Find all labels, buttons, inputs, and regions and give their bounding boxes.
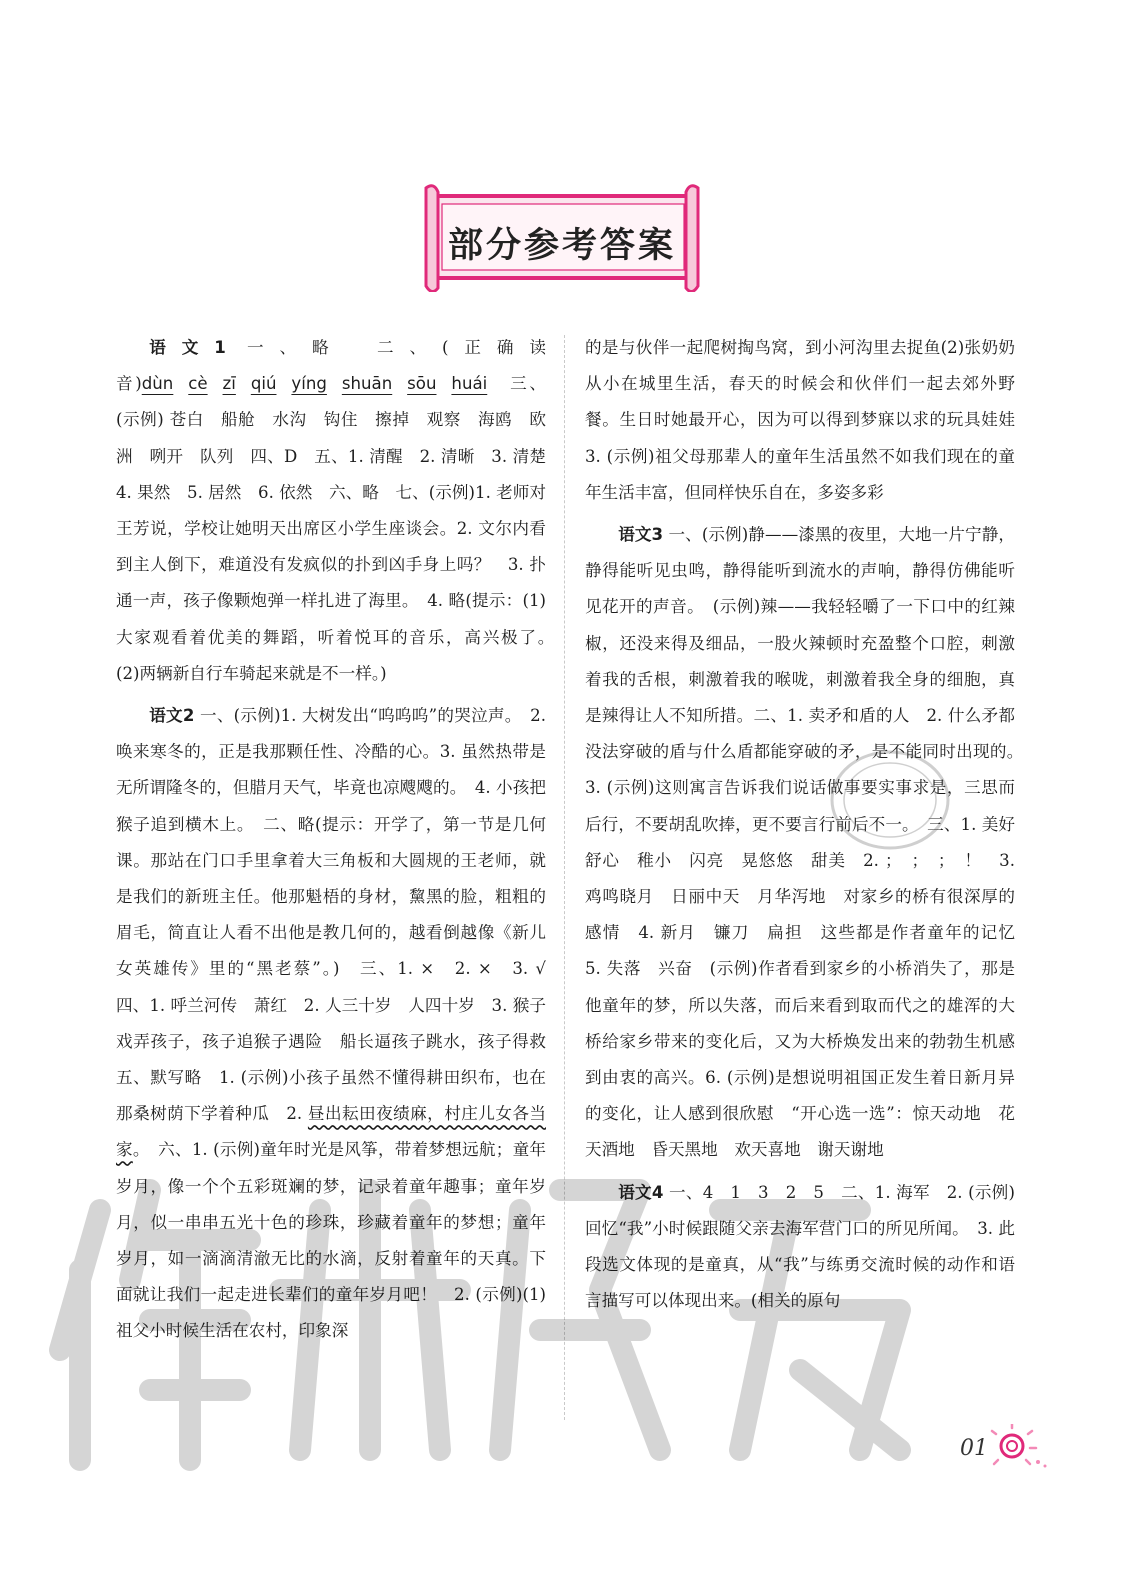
block-text-post: 三、(示例) 苍白 船舱 水沟 钩住 擦掉 观察 海鸥 欧洲 咧开 队列 四、D 五、1. 清醒 2. 清晰 3. 清楚 4. 果然 5. 居然 6. 依然 六、略 七、(示例)1. 老师对王芳说，学校让她明天出席区小学生座谈会。2. 文尔内看到主人倒下，难道没有发疯似的扑到凶手身上吗？ 3. 扑通一声，孩子像颗炮弹一样扎进了海里。 4. 略(提示：(1)大家观看着优美的舞蹈，听着悦耳的音乐，高兴极了。 (2)两辆新自行车骑起来就是不一样。) [116,374,563,683]
sun-decoration-icon [990,1424,1050,1472]
pinyin: huái [451,374,488,394]
block-text-post: 。 六、1. (示例)童年时光是风筝，带着梦想远航；童年岁月，像一个个五彩斑斓的梦，记录着童年趣事；童年岁月，似一串串五光十色的珍珠，珍藏着童年的梦想；童年岁月，如一滴滴清澈无比的水滴，反射着童年的天真。下面就让我们一起走进长辈们的童年岁月吧！ 2. (示例)(1)祖父小时候生活在农村，印象深 [116,1140,546,1341]
page-number: 01 [960,1436,988,1461]
block-label: 语文2 [149,706,195,726]
block-label: 语文4 [618,1182,664,1202]
stamp-icon [825,745,955,855]
block-text-pre: 一、(示例)静——漆黑的夜里，大地一片宁静，静得能听见虫鸣，静得能听到流水的声响，静得仿佛能听见花开的声音。 (示例)辣——我轻轻嚼了一下口中的红辣椒，还没来得及细品，一股火辣顿时充盈整个口腔，刺激着我的舌根，刺激着我的喉咙，刺激着我全身的细胞，真是辣得让人不知所措。二、1. 卖矛和盾的人 2. 什么矛都没法穿破的盾与什么盾都能穿破的矛，是不能同时出现的。 3. (示例)这则寓言告诉我们说话做事要实事求是，三思而后行，不要胡乱吹捧，更不要言行前后不一。 三、1. 美好 舒心 稚小 闪亮 晃悠悠 甜美 2. ； ； ； ！ 3. 鸡鸣晓月 日丽中天 月华泻地 对家乡的桥有很深厚的感情 4. 新月 镰刀 扁担 这些都是作者童年的记忆 5. 失落 兴奋 (示例)作者看到家乡的小桥消失了，那是他童年的梦，所以失落，而后来看到取而代之的雄浑的大桥给家乡带来的变化后，又为大桥焕发出来的勃勃生机感到由衷的高兴。6. (示例)是想说明祖国正发生着日新月异的变化，让人感到很欣慰 “开心选一选”：惊天动地 花天酒地 昏天黑地 欢天喜地 谢天谢地 [585,525,1032,1160]
pinyin: cè [188,374,208,394]
pinyin: dùn [141,374,174,394]
pinyin: sōu [407,374,437,394]
answer-block-continued [585,330,1032,511]
page-title: 部分参考答案 [447,226,676,266]
block-text-pre: 一、略 二、(正确读音) [116,338,547,394]
block-text-pre: 一、(示例)1. 大树发出“呜呜呜”的哭泣声。 2. 唤来寒冬的，正是我那颗任性、冷酷的心。3. 虽然热带是无所谓隆冬的，但腊月天气，毕竟也凉飕飕的。 4. 小孩把猴子追到横木上。 二、略(提示：开学了，第一节是几何课。那站在门口手里拿着大三角板和大圆规的王老师，就是我们的新班主任。他那魁梧的身材，黧黑的脸，粗粗的眉毛，简直让人看不出他是教几何的，越看倒越像《新儿女英雄传》里的“黑老蔡”。) 三、1. × 2. × 3. √ 四、1. 呼兰河传 萧红 2. 人三十岁 人四十岁 3. 猴子戏弄孩子，孩子追猴子遇险 船长逼孩子跳水，孩子得救 五、默写略 1. (示例)小孩子虽然不懂得耕田织布，也在那桑树荫下学着种瓜 2. [116,706,563,1124]
block-text-pre: 一、4 1 3 2 5 二、1. 海军 2. (示例)回忆“我”小时候跟随父亲去海军营门口的所见所闻。 3. 此段选文体现的是童真，从“我”与练勇交流时候的动作和语言描写可以体现出来。(相关的原句 [585,1182,1015,1311]
watermark-logo-icon [40,1150,940,1480]
block-label: 语文1 [149,338,226,357]
title-banner [412,180,712,292]
wavy-underlined-answer: 昼出耘田夜绩麻，村庄儿女各当家 [116,1104,546,1160]
pinyin: zī [222,374,236,394]
pinyin: qiú [250,374,277,394]
answer-block-yuwen1 [116,330,563,692]
pinyin: yíng [291,374,327,394]
pinyin: shuān [341,374,393,394]
block-label: 语文3 [618,525,664,545]
block-text-pre: 的是与伙伴一起爬树掏鸟窝，到小河沟里去捉鱼(2)张奶奶从小在城里生活，春天的时候会和伙伴们一起去郊外野餐。生日时她最开心，因为可以得到梦寐以求的玩具娃娃 3. (示例)祖父母那辈人的童年生活虽然不如我们现在的童年生活丰富，但同样快乐自在，多姿多彩 [585,338,1032,502]
